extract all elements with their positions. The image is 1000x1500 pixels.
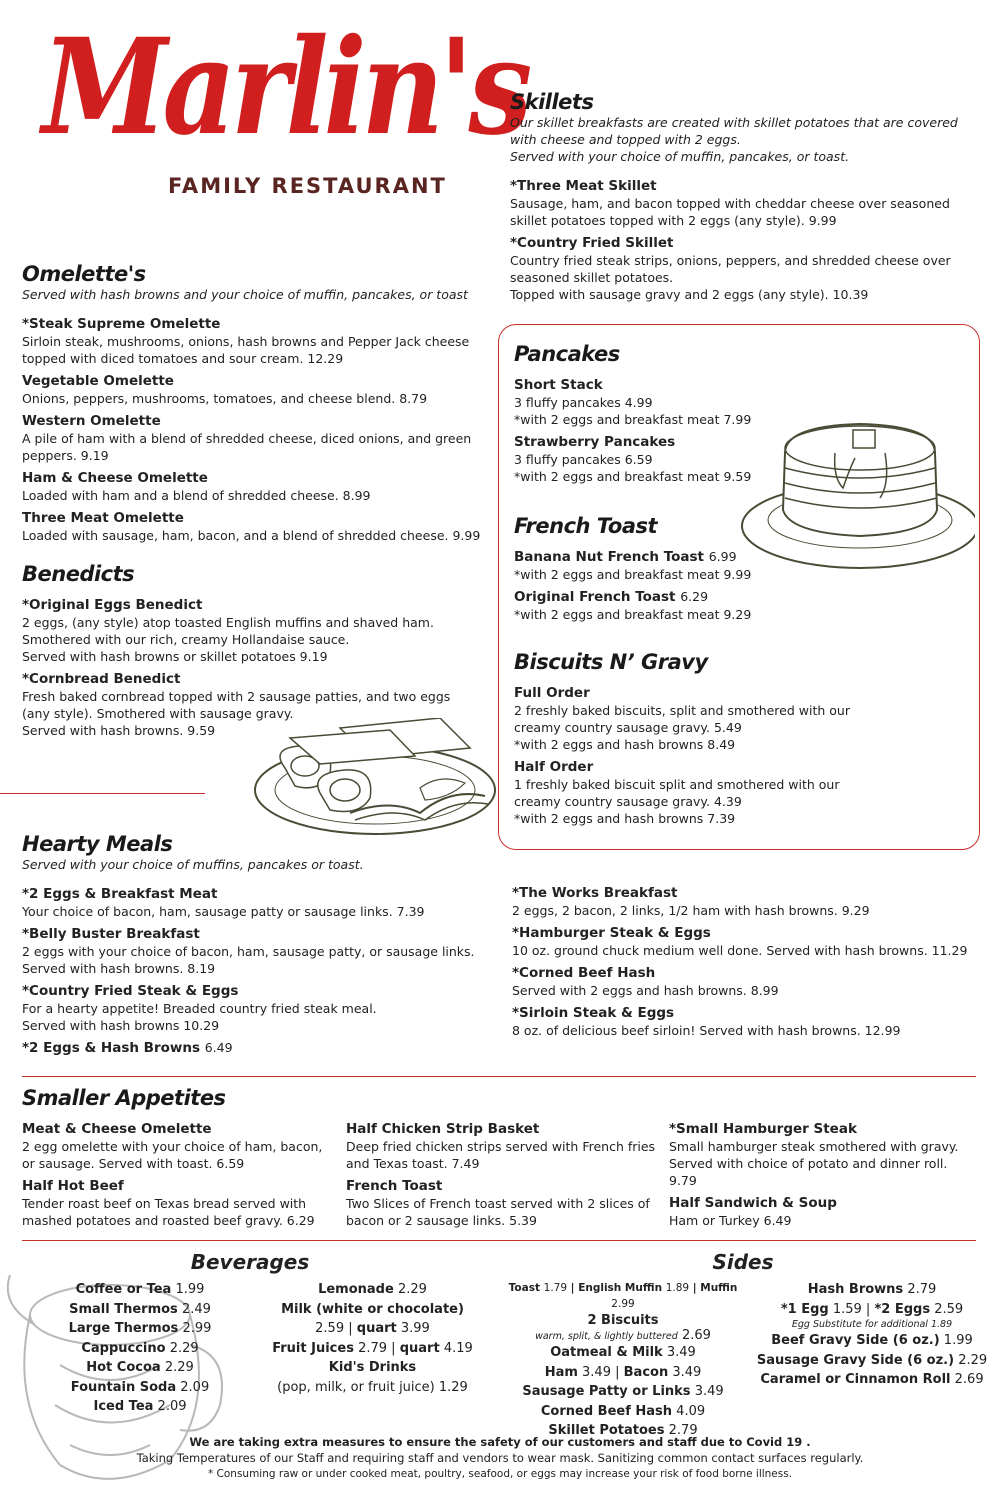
item-description: Sirloin steak, mushrooms, onions, hash browns and Pepper Jack cheese topped with diced tomatoes and sour cream. 12.29 [22, 334, 470, 366]
item-name: *1 Egg [780, 1301, 829, 1317]
item-description: Sausage, ham, and bacon topped with cheddar cheese over seasoned skillet potatoes topped with 2 eggs (any style). 9.99 [510, 196, 950, 228]
section-title: Omelette's [22, 262, 146, 286]
item-description: Served with 2 eggs and hash browns. 8.99 [512, 983, 779, 998]
item-description: 2 eggs, (any style) atop toasted English muffins and shaved ham. Smothered with our rich, creamy Hollandaise sauce. Served with hash browns or skillet potatoes 9.19 [22, 615, 434, 664]
item-name: Meat & Cheese Omelette [22, 1121, 212, 1137]
divider [22, 1240, 976, 1241]
menu-item [22, 372, 482, 407]
item-name: Corned Beef Hash [540, 1403, 673, 1419]
item-price: 2.29 [164, 1360, 194, 1375]
menu-item [510, 177, 980, 229]
footer-safety-notice: Taking Temperatures of our Staff and requiring staff and vendors to wear mask. Sanitizing common contact surfaces regularly. [136, 1451, 864, 1465]
smaller-appetites-title [22, 1086, 226, 1110]
item-name: Iced Tea [93, 1399, 154, 1414]
item-name: Hot Cocoa [86, 1360, 161, 1375]
menu-item [22, 1039, 482, 1057]
item-price: 2.29 [397, 1282, 427, 1297]
menu-item [346, 1177, 661, 1229]
item-price: 6.29 [680, 589, 709, 604]
menu-item [22, 469, 482, 504]
item-price: 2.79 [668, 1423, 698, 1438]
menu-item [22, 315, 482, 367]
item-name: Banana Nut French Toast [514, 549, 704, 565]
item-description: Your choice of bacon, ham, sausage patty or sausage links. 7.39 [22, 904, 425, 919]
item-name: *Country Fried Skillet [510, 235, 674, 251]
item-price: 3.49 [582, 1364, 611, 1380]
item-description: Ham or Turkey 6.49 [669, 1213, 792, 1228]
item-name: Cappuccino [81, 1340, 166, 1356]
eggs-plate-illustration [250, 718, 500, 838]
skillets-section [510, 90, 980, 308]
section-note: Served with your choice of muffins, pancakes or toast. [22, 857, 364, 872]
section-title: Biscuits N’ Gravy [514, 650, 708, 674]
item-description: 10 oz. ground chuck medium well done. Served with hash browns. 11.29 [512, 943, 968, 958]
section-note: Served with hash browns and your choice of muffin, pancakes, or toast [22, 287, 468, 302]
item-description: (pop, milk, or fruit juice) 1.29 [277, 1379, 468, 1395]
item-price: 2.29 [958, 1352, 988, 1368]
item-name: English Muffin [578, 1282, 663, 1294]
footer-covid-notice: We are taking extra measures to ensure the safety of our customers and staff due to Covid 19 . [189, 1435, 811, 1449]
smaller-col-1 [22, 1120, 332, 1234]
item-description: For a hearty appetite! Breaded country fried steak meal. Served with hash browns 10.29 [22, 1001, 377, 1033]
beverage-item [40, 1339, 240, 1359]
item-note: warm, split, & lightly buttered [535, 1331, 678, 1342]
menu-item [514, 588, 834, 623]
item-name: *Three Meat Skillet [510, 178, 657, 194]
item-name: Short Stack [514, 377, 603, 393]
item-name: Fountain Soda [70, 1379, 177, 1395]
section-title: Benedicts [22, 562, 135, 586]
beverage-item [40, 1378, 240, 1398]
item-name: Strawberry Pancakes [514, 434, 676, 450]
item-name: Half Chicken Strip Basket [346, 1121, 540, 1137]
item-description: 3 fluffy pancakes 4.99 *with 2 eggs and breakfast meat 7.99 [514, 395, 752, 427]
item-price: 2.99 [182, 1321, 212, 1336]
item-description: 2 eggs with your choice of bacon, ham, sausage patty, or sausage links. Served with hash browns. 8.19 [22, 944, 475, 976]
item-description: Onions, peppers, mushrooms, tomatoes, and cheese blend. 8.79 [22, 391, 428, 406]
item-price: 2.09 [157, 1399, 187, 1414]
section-title: Smaller Appetites [22, 1086, 226, 1110]
item-name: Large Thermos [68, 1321, 179, 1336]
item-note: Egg Substitute for additional 1.89 [791, 1319, 953, 1330]
item-description: 2 eggs, 2 bacon, 2 links, 1/2 ham with hash browns. 9.29 [512, 903, 870, 918]
quart-label: quart [399, 1340, 440, 1356]
item-name: Muffin [700, 1282, 738, 1294]
item-name: *Cornbread Benedict [22, 671, 181, 687]
item-name: *2 Eggs [874, 1301, 931, 1317]
menu-item [514, 548, 834, 583]
divider [22, 1076, 976, 1077]
item-name: Beef Gravy Side (6 oz.) [771, 1333, 940, 1348]
section-note: Our skillet breakfasts are created with skillet potatoes that are covered with cheese and topped with 2 eggs. Served with your choice of muffin, pancakes, or toast. [510, 115, 958, 164]
item-name: Bacon [623, 1364, 669, 1380]
menu-item [514, 684, 854, 753]
item-name: Oatmeal & Milk [550, 1345, 663, 1360]
section-title: French Toast [514, 514, 658, 538]
item-description: Two Slices of French toast served with 2 slices of bacon or 2 sausage links. 5.39 [346, 1196, 650, 1228]
beverage-item [40, 1319, 240, 1339]
item-price: 1.99 [943, 1333, 973, 1348]
item-description: Tender roast beef on Texas bread served with mashed potatoes and roasted beef gravy. 6.29 [22, 1196, 315, 1228]
item-price: 4.19 [443, 1340, 473, 1356]
menu-item [669, 1194, 969, 1229]
beverage-item [40, 1280, 240, 1300]
item-price: 2.59 [934, 1301, 964, 1317]
quart-label: quart [356, 1321, 397, 1336]
section-title: Pancakes [514, 342, 620, 366]
menu-item [22, 596, 462, 665]
item-name: *2 Eggs & Breakfast Meat [22, 886, 218, 902]
item-name: Skillet Potatoes [548, 1423, 665, 1438]
item-name: Sausage Patty or Links [522, 1384, 691, 1399]
item-price: 1.89 [665, 1282, 690, 1294]
item-price: 6.49 [204, 1040, 233, 1055]
item-price: 3.99 [400, 1321, 430, 1336]
item-name: Toast [508, 1282, 540, 1294]
menu-item [669, 1120, 969, 1189]
sides-title: Sides [712, 1250, 774, 1274]
biscuits-section [514, 650, 854, 832]
menu-item [22, 1120, 332, 1172]
item-price: 1.79 [543, 1282, 568, 1294]
item-description: *with 2 eggs and breakfast meat 9.29 [514, 607, 752, 622]
benedicts-section [22, 562, 462, 744]
item-price: 1.59 [832, 1301, 862, 1317]
beverage-item [40, 1397, 240, 1417]
item-price: 2.99 [611, 1298, 635, 1310]
menu-item [512, 924, 982, 959]
beverages-col-2: Lemonade 2.29 Milk (white or chocolate) 2.59 | quart 3.99 Fruit Juices 2.79 | quart 4.19 Kid's Drinks (pop, milk, or fruit juice) 1.29 [255, 1280, 490, 1397]
french-toast-section [514, 514, 834, 628]
smaller-col-3 [669, 1120, 969, 1234]
menu-item [510, 234, 980, 303]
item-price: 2.59 [315, 1321, 345, 1336]
item-price: 2.79 [358, 1340, 388, 1356]
item-price: 2.09 [180, 1379, 210, 1395]
item-name: Small Thermos [69, 1301, 178, 1317]
item-description: Fresh baked cornbread topped with 2 sausage patties, and two eggs (any style). Smothered with sausage gravy. Served with hash browns. 9.59 [22, 689, 451, 738]
item-price: 4.09 [676, 1403, 706, 1419]
item-name: *Original Eggs Benedict [22, 597, 203, 613]
item-description: Loaded with ham and a blend of shredded cheese. 8.99 [22, 488, 371, 503]
item-name: *Hamburger Steak & Eggs [512, 925, 711, 941]
item-name: Lemonade [318, 1282, 394, 1297]
menu-item [512, 1004, 982, 1039]
item-name: Full Order [514, 685, 590, 701]
item-name: Milk (white or chocolate) [281, 1301, 464, 1317]
item-price: 2.79 [907, 1282, 937, 1297]
menu-item [22, 925, 482, 977]
menu-item [22, 412, 482, 464]
section-title: Skillets [510, 90, 594, 114]
hearty-meals-section [22, 832, 482, 1062]
item-description: 2 egg omelette with your choice of ham, bacon, or sausage. Served with toast. 6.59 [22, 1139, 323, 1171]
menu-item [512, 964, 982, 999]
menu-item [512, 884, 982, 919]
restaurant-tagline: FAMILY RESTAURANT [168, 174, 447, 198]
item-name: *Small Hamburger Steak [669, 1121, 857, 1137]
item-description: Deep fried chicken strips served with French fries and Texas toast. 7.49 [346, 1139, 656, 1171]
item-name: Hash Browns [807, 1282, 904, 1297]
item-description: Small hamburger steak smothered with gravy. Served with choice of potato and dinner roll. 9.79 [669, 1139, 959, 1188]
item-name: *Corned Beef Hash [512, 965, 656, 981]
item-description: 2 freshly baked biscuits, split and smothered with our creamy country sausage gravy. 5.49 *with 2 eggs and hash browns 8.49 [514, 703, 850, 752]
item-description: Loaded with sausage, ham, bacon, and a blend of shredded cheese. 9.99 [22, 528, 481, 543]
restaurant-logo: Marlin's [42, 10, 528, 165]
item-name: Sausage Gravy Side (6 oz.) [756, 1352, 955, 1368]
item-name: Half Sandwich & Soup [669, 1195, 837, 1211]
item-description: 1 freshly baked biscuit split and smothered with our creamy country sausage gravy. 4.39 *with 2 eggs and hash browns 7.39 [514, 777, 840, 826]
section-title: Hearty Meals [22, 832, 173, 856]
item-name: French Toast [346, 1178, 443, 1194]
item-name: Original French Toast [514, 589, 676, 605]
item-name: *Steak Supreme Omelette [22, 316, 221, 332]
item-name: Fruit Juices [272, 1340, 354, 1356]
item-description: 8 oz. of delicious beef sirloin! Served with hash browns. 12.99 [512, 1023, 901, 1038]
item-name: Ham & Cheese Omelette [22, 470, 208, 486]
menu-item [22, 509, 482, 544]
smaller-col-2 [346, 1120, 661, 1234]
sides-col-1: Toast 1.79 | English Muffin 1.89 | Muffin 2.99 2 Biscuits warm, split, & lightly buttered 2.69 Oatmeal & Milk 3.49 Ham 3.49 | Bacon 3.49 Sausage Patty or Links 3.49 Corned Beef Hash 4.09 Skillet Potatoes 2.79 [508, 1282, 738, 1438]
item-name: *Sirloin Steak & Eggs [512, 1005, 675, 1021]
item-description: A pile of ham with a blend of shredded cheese, diced onions, and green peppers. 9.19 [22, 431, 472, 463]
sides-col-2: Hash Browns 2.79 *1 Egg 1.59 | *2 Eggs 2.59 Egg Substitute for additional 1.89 Beef Gravy Side (6 oz.) 1.99 Sausage Gravy Side (6 oz.) 2.29 Caramel or Cinnamon Roll 2.69 [752, 1280, 992, 1390]
item-name: Three Meat Omelette [22, 510, 184, 526]
omelettes-section [22, 262, 482, 549]
menu-item [514, 758, 854, 827]
footer-consumer-advisory: * Consuming raw or under cooked meat, poultry, seafood, or eggs may increase your risk of food borne illness. [207, 1468, 793, 1480]
footer [0, 1434, 1000, 1482]
item-name: Half Order [514, 759, 594, 775]
menu-item [22, 982, 482, 1034]
item-price: 3.49 [672, 1364, 702, 1380]
item-description: Country fried steak strips, onions, peppers, and shredded cheese over seasoned skillet potatoes. Topped with sausage gravy and 2 eggs (any style). 10.39 [510, 253, 951, 302]
item-price: 1.99 [175, 1282, 205, 1297]
menu-item [346, 1120, 661, 1172]
item-name: Half Hot Beef [22, 1178, 124, 1194]
item-price: 2.49 [181, 1301, 211, 1317]
menu-item [22, 885, 482, 920]
item-name: Coffee or Tea [75, 1282, 172, 1297]
beverages-title: Beverages [190, 1250, 310, 1274]
item-name: *2 Eggs & Hash Browns [22, 1040, 201, 1056]
item-name: Vegetable Omelette [22, 373, 174, 389]
item-name: Kid's Drinks [328, 1360, 417, 1375]
item-name: *Belly Buster Breakfast [22, 926, 200, 942]
beverage-item [40, 1358, 240, 1378]
item-price: 3.49 [666, 1345, 696, 1360]
divider [0, 793, 205, 794]
item-price: 2.69 [681, 1328, 711, 1343]
item-name: Ham [544, 1364, 578, 1380]
beverages-col-1 [40, 1280, 240, 1417]
menu-item [22, 1177, 332, 1229]
item-name: 2 Biscuits [587, 1313, 659, 1328]
item-name: Western Omelette [22, 413, 161, 429]
item-name: Caramel or Cinnamon Roll [760, 1372, 951, 1387]
hearty-meals-right [512, 884, 982, 1044]
item-name: *The Works Breakfast [512, 885, 678, 901]
beverage-item [40, 1300, 240, 1320]
item-description: 3 fluffy pancakes 6.59 *with 2 eggs and breakfast meat 9.59 [514, 452, 752, 484]
item-price: 2.69 [954, 1372, 984, 1387]
item-name: *Country Fried Steak & Eggs [22, 983, 239, 999]
item-description: *with 2 eggs and breakfast meat 9.99 [514, 567, 752, 582]
item-price: 2.29 [169, 1340, 199, 1356]
item-price: 3.49 [694, 1384, 724, 1399]
item-price: 6.99 [708, 549, 737, 564]
